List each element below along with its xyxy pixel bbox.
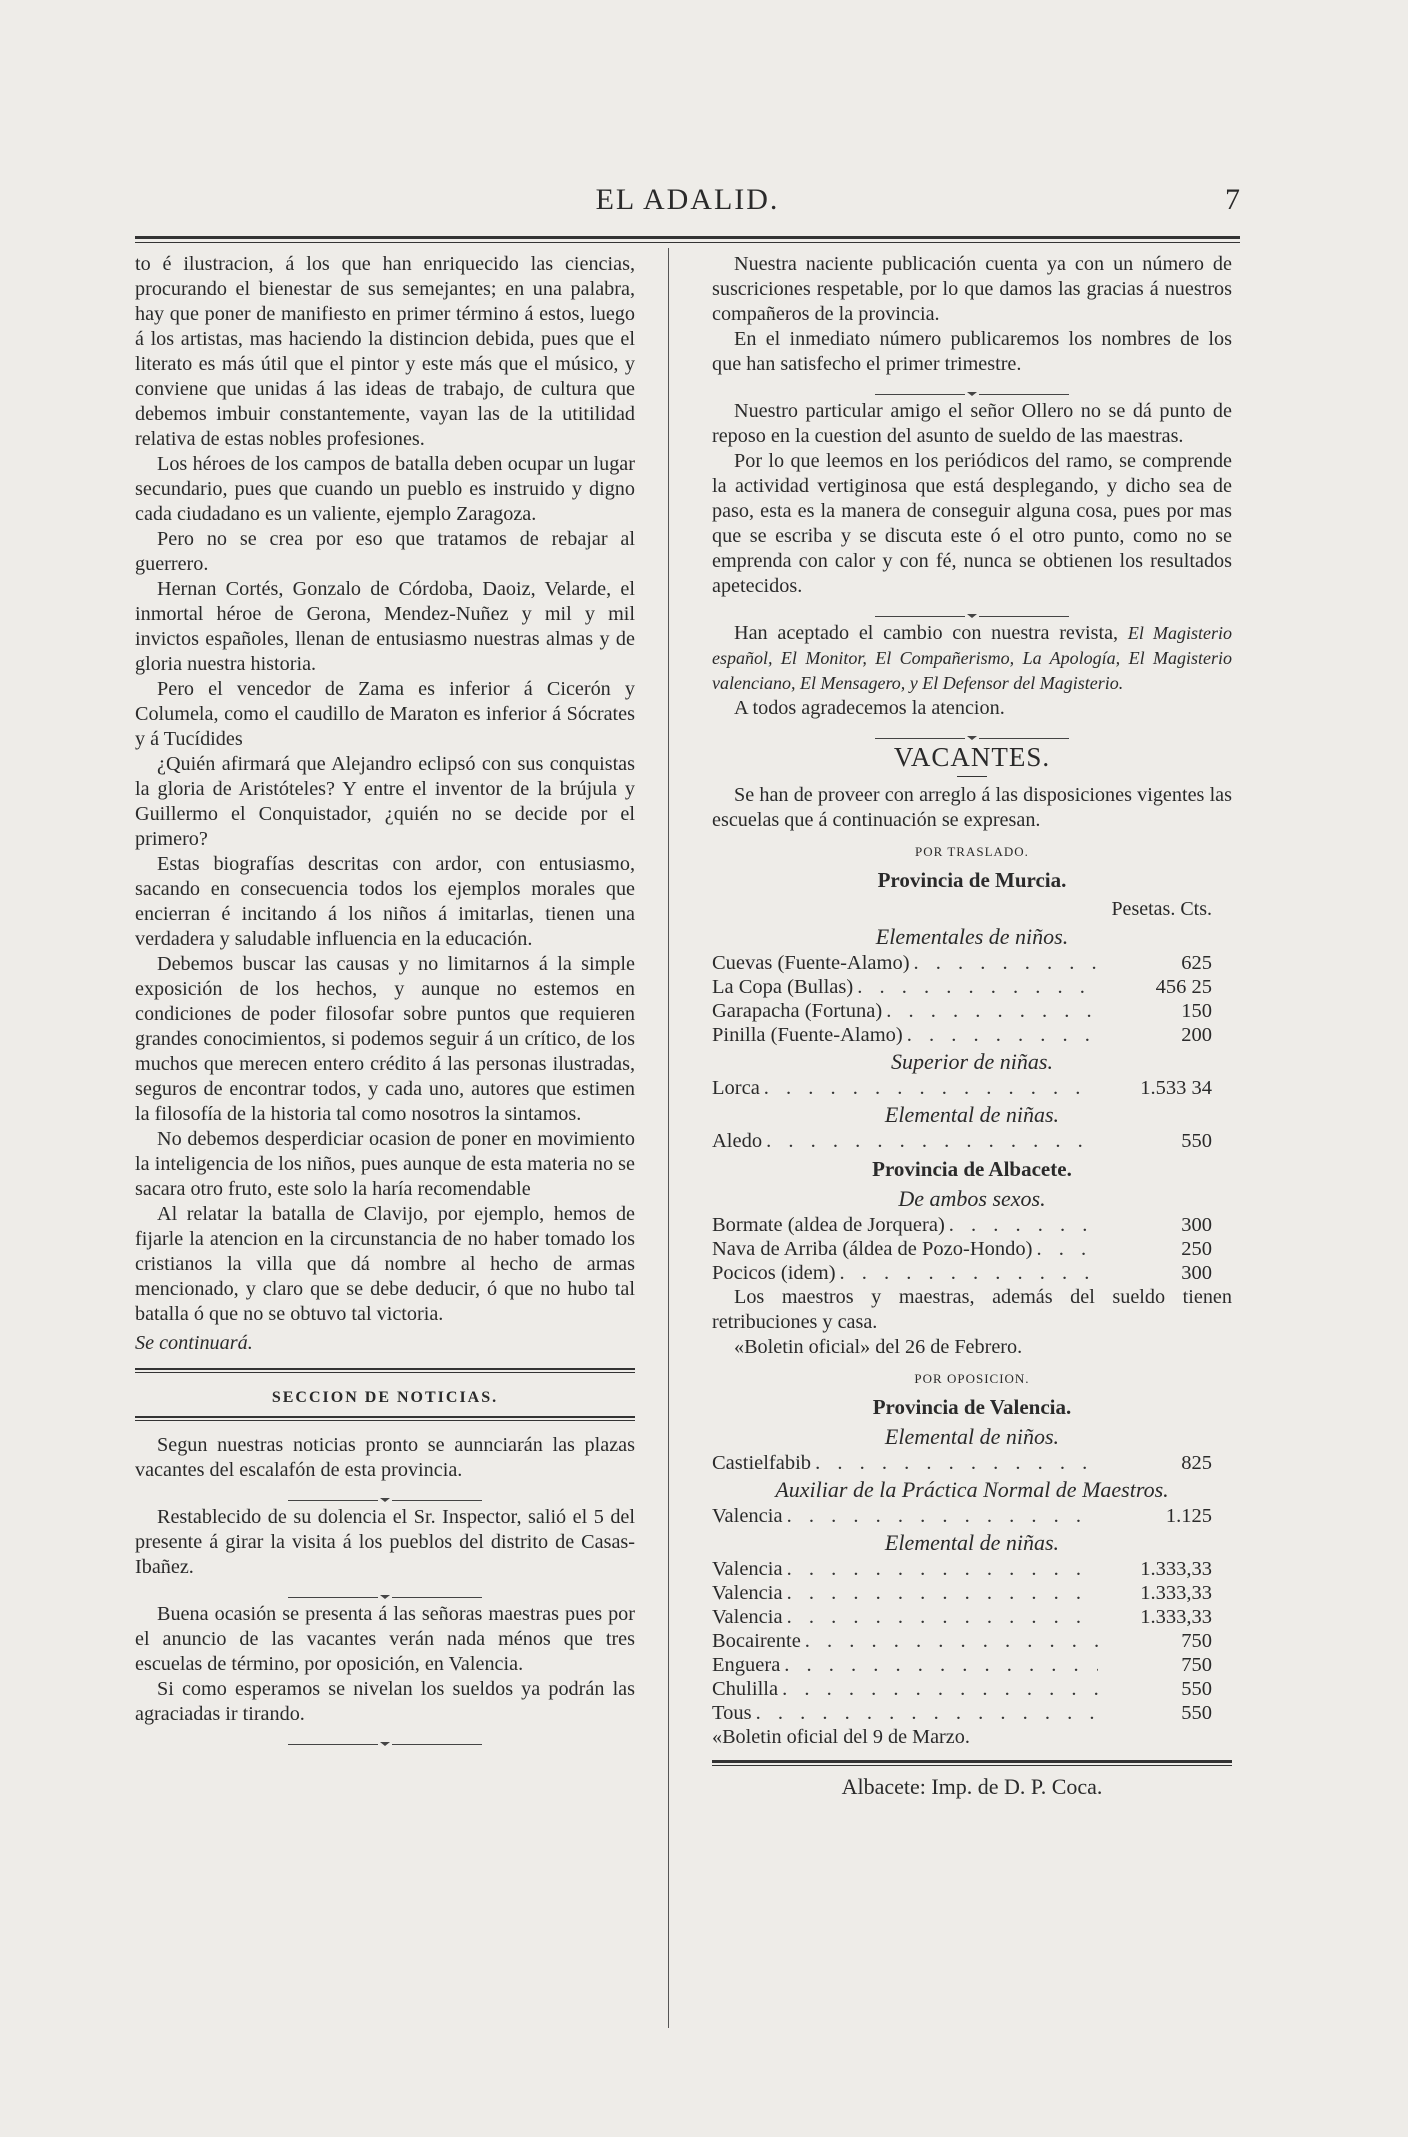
province-albacete: Provincia de Albacete. <box>872 1157 1072 1181</box>
vacancy-salary: 550 <box>1181 1130 1212 1152</box>
vacancy-salary: 1.333,33 <box>1140 1606 1212 1628</box>
leader-dots <box>914 951 1098 975</box>
vacancy-salary: 825 <box>1181 1452 1212 1474</box>
vacancy-row <box>712 975 1232 999</box>
vacancy-salary: 750 <box>1181 1630 1212 1652</box>
left-column <box>135 252 635 1749</box>
por-traslado-label: POR TRASLADO. <box>915 844 1029 859</box>
vacancy-salary: 750 <box>1181 1654 1212 1676</box>
leader-dots <box>787 1605 1098 1629</box>
ornament-divider <box>135 1487 635 1501</box>
vacancy-row <box>712 1213 1232 1237</box>
ornament-divider <box>135 1731 635 1745</box>
news-item: En el inmediato número publicaremos los nombres de los que han satisfecho el primer trimestre. <box>712 328 1232 375</box>
leader-dots <box>766 1129 1098 1153</box>
leader-dots <box>784 1653 1098 1677</box>
leader-dots <box>782 1677 1098 1701</box>
vacancy-list <box>712 1129 1232 1153</box>
province-valencia: Provincia de Valencia. <box>872 1395 1072 1419</box>
thanks-line: A todos agradecemos la atencion. <box>734 697 1005 719</box>
section-rule <box>135 1416 635 1421</box>
vacancy-row <box>712 1701 1232 1725</box>
category-heading: Auxiliar de la Práctica Normal de Maestros. <box>775 1477 1169 1502</box>
leader-dots <box>805 1629 1098 1653</box>
leader-dots <box>1036 1237 1098 1261</box>
table-column-header: Pesetas. Cts. <box>1111 898 1212 920</box>
news-item: Si como esperamos se nivelan los sueldos ya podrán las agraciadas ir tirando. <box>135 1678 635 1725</box>
albacete-boletin: «Boletin oficial» del 26 de Febrero. <box>734 1336 1023 1358</box>
vacancy-list <box>712 1557 1232 1725</box>
vacancy-salary: 1.533 34 <box>1140 1077 1212 1099</box>
vacancy-salary: 150 <box>1181 1000 1212 1022</box>
page-header <box>135 183 1240 223</box>
valencia-boletin: «Boletin oficial del 9 de Marzo. <box>712 1726 970 1748</box>
exchange-titles: El Magisterio español, El Monitor, El Compañerismo, La Apología, El Magisterio valenciano, El Mensagero, y El Defensor del Magisterio. <box>712 623 1233 693</box>
vacancy-row <box>712 1504 1232 1528</box>
vacancy-salary: 550 <box>1181 1678 1212 1700</box>
vacancy-row <box>712 1605 1232 1629</box>
page-number: 7 <box>1225 183 1240 216</box>
vacancy-name: Chulilla <box>712 1678 779 1700</box>
vacancy-name: Nava de Arriba (áldea de Pozo-Hondo) <box>712 1238 1033 1260</box>
section-title: SECCION DE NOTICIAS. <box>271 1389 499 1406</box>
vacancy-name: Cuevas (Fuente-Alamo) <box>712 952 910 974</box>
news-item: Nuestro particular amigo el señor Ollero no se dá punto de reposo en la cuestion del asunto de sueldo de las maestras. <box>712 400 1232 447</box>
vacancy-row <box>712 1581 1232 1605</box>
leader-dots <box>787 1504 1098 1528</box>
vacancy-list <box>712 1076 1232 1100</box>
vacancy-list <box>712 1504 1232 1528</box>
article-paragraph: ¿Quién afirmará que Alejandro eclipsó con sus conquistas la gloria de Aristóteles? Y entre el inventor de la brújula y Guillermo el Conquistador, ¿quién no se decide por el primero? <box>135 753 635 850</box>
article-paragraph: Al relatar la batalla de Clavijo, por ejemplo, hemos de fijarle la atencion en la circunstancia de no haber tomado los cristianos la villa que dá nombre al hecho de armas mencionado, y claro que se debe deducir, ó que no hubo tal batalla ó que no se obtuvo tal victoria. <box>135 1203 635 1325</box>
article-paragraph: Debemos buscar las causas y no limitarnos á la simple exposición de los hechos, y aunque no estemos en condiciones de poder filosofar sobre puntos que requieren grandes conocimientos, si podemos seguir á un crítico, de los muchos que merecen entero crédito á las personas ilustradas, seguros de encontrar todos, y cada uno, autores que estimen la filosofía de la historia tal como nosotros la sintamos. <box>135 953 635 1125</box>
vacancy-salary: 1.333,33 <box>1140 1582 1212 1604</box>
vacancy-name: Lorca <box>712 1077 760 1099</box>
vacancy-row <box>712 1261 1232 1285</box>
vacancy-row <box>712 1451 1232 1475</box>
leader-dots <box>787 1557 1098 1581</box>
continued-note: Se continuará. <box>135 1332 253 1354</box>
vacancy-name: La Copa (Bullas) <box>712 976 854 998</box>
vacancy-salary: 300 <box>1181 1262 1212 1284</box>
news-item: Por lo que leemos en los periódicos del ramo, se comprende la actividad vertiginosa que está desplegando, y dicho sea de paso, esta es la manera de conseguir alguna cosa, pues por mas que se escriba y se discuta este ó el otro punto, como no se emprenda con calor y con fé, nunca se obtienen los resultados apetecidos. <box>712 450 1232 597</box>
category-heading: Superior de niñas. <box>891 1049 1053 1074</box>
vacancy-name: Pocicos (idem) <box>712 1262 836 1284</box>
leader-dots <box>949 1213 1098 1237</box>
vacancy-row <box>712 1076 1232 1100</box>
vacancy-salary: 1.333,33 <box>1140 1558 1212 1580</box>
news-item: Restablecido de su dolencia el Sr. Inspector, salió el 5 del presente á girar la visita á los pueblos del distrito de Casas-Ibañez. <box>135 1506 635 1578</box>
leader-dots <box>886 999 1098 1023</box>
exchange-paragraph <box>712 621 1232 696</box>
article-paragraph: Pero no se crea por eso que tratamos de rebajar al guerrero. <box>135 528 635 575</box>
vacancy-row <box>712 999 1232 1023</box>
header-rule <box>135 236 1240 243</box>
category-heading: Elemental de niños. <box>884 1424 1060 1449</box>
article-paragraph: Los héroes de los campos de batalla deben ocupar un lugar secundario, pues que cuando un pueblo es instruido y digno cada ciudadano es un valiente, ejemplo Zaragoza. <box>135 453 635 525</box>
ornament-divider <box>712 725 1232 739</box>
section-rule <box>135 1368 635 1373</box>
vacancy-row <box>712 1129 1232 1153</box>
news-item: Nuestra naciente publicación cuenta ya con un número de suscriciones respetable, por lo que damos las gracias á nuestros compañeros de la provincia. <box>712 253 1232 325</box>
vacantes-title: VACANTES. <box>893 742 1051 772</box>
vacancy-row <box>712 1677 1232 1701</box>
leader-dots <box>764 1076 1098 1100</box>
category-heading: Elementales de niños. <box>875 924 1069 949</box>
vacancy-name: Castielfabib <box>712 1452 812 1474</box>
category-heading: Elemental de niñas. <box>884 1102 1060 1127</box>
right-column <box>712 252 1232 1799</box>
article-paragraph: to é ilustracion, á los que han enriquecido las ciencias, procurando el bienestar de sus semejantes; en una palabra, hay que poner de manifiesto en primer término á estos, luego á los artistas, mas haciendo la distincion debida, pues que el literato es más útil que el pintor y este más que el músico, y conviene que unidas á las ideas de trabajo, de cultura que debemos imbuir constantemente, vayan las de la utitilidad relativa de estas nobles profesiones. <box>135 253 635 450</box>
vacancy-name: Valencia <box>712 1558 783 1580</box>
vacantes-intro: Se han de proveer con arreglo á las disposiciones vigentes las escuelas que á continuación se expresan. <box>712 784 1232 831</box>
vacancy-list <box>712 1451 1232 1475</box>
ornament-divider <box>135 1584 635 1598</box>
vacancy-row <box>712 1023 1232 1047</box>
vacancy-row <box>712 951 1232 975</box>
category-heading: De ambos sexos. <box>898 1186 1046 1211</box>
article-paragraph: Hernan Cortés, Gonzalo de Córdoba, Daoiz, Velarde, el inmortal héroe de Gerona, Mendez-Nuñez y mil y mil invictos españoles, llenan de entusiasmo nuestras almas y de gloria nuestra historia. <box>135 578 635 675</box>
leader-dots <box>857 975 1098 999</box>
category-heading: Elemental de niñas. <box>884 1530 1060 1555</box>
vacancy-name: Bormate (aldea de Jorquera) <box>712 1214 945 1236</box>
vacancy-salary: 200 <box>1181 1024 1212 1046</box>
exchange-intro: Han aceptado el cambio con nuestra revista, <box>734 622 1119 644</box>
vacancy-name: Bocairente <box>712 1630 801 1652</box>
vacancy-salary: 456 25 <box>1155 976 1212 998</box>
albacete-note: Los maestros y maestras, además del sueldo tienen retribuciones y casa. <box>712 1286 1232 1333</box>
printer-imprint: Albacete: Imp. de D. P. Coca. <box>841 1774 1103 1799</box>
province-murcia: Provincia de Murcia. <box>877 868 1067 892</box>
vacancy-row <box>712 1237 1232 1261</box>
vacancy-row <box>712 1653 1232 1677</box>
vacancy-row <box>712 1557 1232 1581</box>
vacancy-name: Valencia <box>712 1582 783 1604</box>
vacancy-salary: 300 <box>1181 1214 1212 1236</box>
footer-rule <box>712 1760 1232 1766</box>
news-item: Segun nuestras noticias pronto se aunnciarán las plazas vacantes del escalafón de esta provincia. <box>135 1434 635 1481</box>
vacancy-salary: 250 <box>1181 1238 1212 1260</box>
news-item: Buena ocasión se presenta á las señoras maestras pues por el anuncio de las vacantes verán nada ménos que tres escuelas de término, por oposición, en Valencia. <box>135 1603 635 1675</box>
vacancy-name: Tous <box>712 1702 752 1724</box>
newspaper-title: EL ADALID. <box>595 183 780 216</box>
vacancy-name: Garapacha (Fortuna) <box>712 1000 883 1022</box>
vacancy-salary: 625 <box>1181 952 1212 974</box>
article-paragraph: No debemos desperdiciar ocasion de poner en movimiento la inteligencia de los niños, pues aunque de esta materia no se sacara otro fruto, este solo la haría recomendable <box>135 1128 635 1200</box>
ornament-divider <box>712 381 1232 395</box>
vacancy-salary: 550 <box>1181 1702 1212 1724</box>
vacancy-name: Valencia <box>712 1606 783 1628</box>
article-paragraph: Pero el vencedor de Zama es inferior á Cicerón y Columela, como el caudillo de Maraton es inferior á Sócrates y á Tucídides <box>135 678 635 750</box>
leader-dots <box>756 1701 1098 1725</box>
vacancy-name: Pinilla (Fuente-Alamo) <box>712 1024 903 1046</box>
vacancy-salary: 1.125 <box>1165 1505 1212 1527</box>
vacancy-name: Aledo <box>712 1130 763 1152</box>
column-divider <box>668 248 669 2028</box>
por-oposicion-label: POR OPOSICION. <box>914 1371 1030 1386</box>
leader-dots <box>815 1451 1098 1475</box>
vacancy-name: Valencia <box>712 1505 783 1527</box>
leader-dots <box>840 1261 1098 1285</box>
leader-dots <box>787 1581 1098 1605</box>
ornament-divider <box>712 603 1232 617</box>
leader-dots <box>907 1023 1098 1047</box>
short-rule <box>957 776 987 777</box>
vacancy-list <box>712 1213 1232 1285</box>
vacancy-name: Enguera <box>712 1654 781 1676</box>
article-paragraph: Estas biografías descritas con ardor, con entusiasmo, sacando en consecuencia todos los ejemplos morales que encierran é incitando á los niños á imitarlas, tienen una verdadera y saludable influencia en la educación. <box>135 853 635 950</box>
vacancy-row <box>712 1629 1232 1653</box>
vacancy-list <box>712 951 1232 1047</box>
